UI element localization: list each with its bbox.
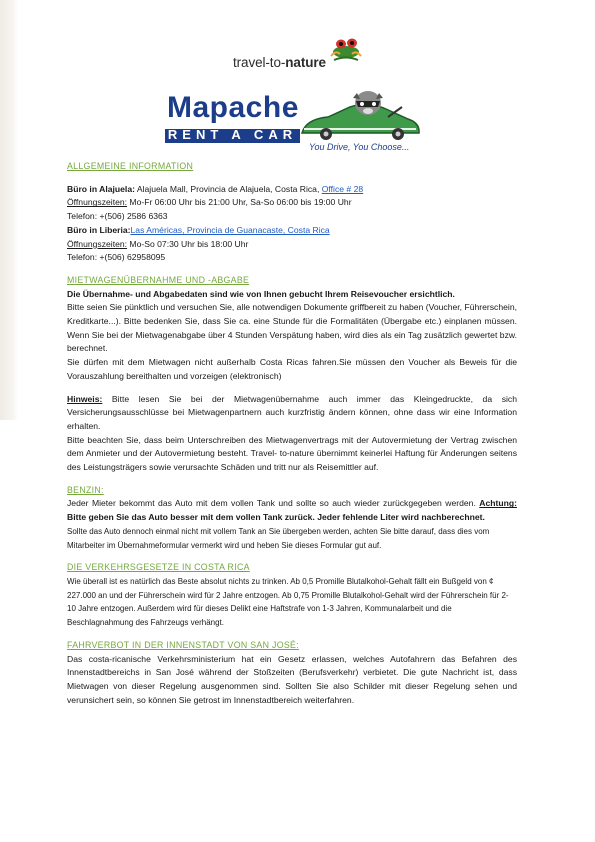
office-28-link[interactable]: Office # 28 bbox=[321, 183, 364, 194]
driving-ban-paragraph: Das costa-ricanische Verkehrsministerium hat ein Gesetz erlassen, welches Autofahrern das Befahren des Innenstadtbereichs in San José während der Stoßzeiten (Berufsverkehr) verbietet. Die gute Nachricht ist, dass Mietwagen von dieser Regelung ausgenommen sind. Sollten Sie also Schilder mit dieser Regelung sehen und verunsichert sein, so können Sie getrost im Innenstadtbereich weiterfahren. bbox=[67, 653, 517, 705]
raccoon-car-icon bbox=[298, 89, 423, 141]
pickup-bold-intro: Die Übernahme- und Abgabedaten sind wie von Ihnen gebucht Ihrem Reisevoucher ersichtlich. bbox=[67, 288, 455, 299]
section-heading-driving-ban: FAHRVERBOT IN DER INNENSTADT VON SAN JOSÉ: bbox=[67, 639, 299, 650]
section-heading-fuel: BENZIN: bbox=[67, 484, 104, 495]
pickup-paragraph-3: Bitte beachten Sie, dass beim Unterschreiben des Mietwagenvertrags mit der Autovermietung der Vertrag zwischen dem Anmieter und der Autovermietung besteht. Travel- to-nature übernimmt keinerlei Haftung für Änderungen seitens des Leistungsträgers sowie verursachte Schäden und tritt nur als Reisemittler auf. bbox=[67, 434, 517, 473]
section-heading-general: ALLGEMEINE INFORMATION bbox=[67, 161, 194, 171]
section-heading-pickup: MIETWAGENÜBERNAHME UND -ABGABE bbox=[67, 274, 250, 285]
document-body bbox=[67, 160, 517, 707]
office-liberia-phone: Telefon: +(506) 62958095 bbox=[67, 252, 166, 263]
mapache-rent-a-car-logo bbox=[163, 89, 423, 154]
mapache-slogan: You Drive, You Choose... bbox=[309, 142, 410, 152]
side-decoration bbox=[0, 0, 18, 420]
office-alajuela-phone: Telefon: +(506) 2586 6363 bbox=[67, 211, 168, 222]
pickup-paragraph-2: Sie dürfen mit dem Mietwagen nicht außerhalb Costa Ricas fahren.Sie müssen den Voucher als Beweis für die Vorauszahlung bereithalten und vorzeigen (elektronisch) bbox=[67, 357, 517, 381]
fuel-paragraph-2: Sollte das Auto dennoch einmal nicht mit vollem Tank an Sie übergeben werden, achten Sie bitte darauf, dass dies vom Mitarbeiter im Übernahmeformular vermerkt wird und heben Sie dieses Formular gut auf. bbox=[67, 526, 490, 550]
liberia-address-link[interactable]: Las Américas, Provincia de Guanacaste, Costa Rica bbox=[130, 224, 330, 235]
pickup-paragraph-1: Bitte seien Sie pünktlich und versuchen Sie, alle notwendigen Dokumente griffbereit zu haben (Voucher, Führerschein, Kreditkarte...). Bitte bedenken Sie, dass Sie ca. eine Stunde für die Formalitäten (Übergabe etc.) einplanen müssen. Wenn Sie bei der Mietwagenabgabe über 4 Stunden Verspätung haben, wird dies als ein Tag zusätzlich gewertet bzw. berechnet. bbox=[67, 302, 517, 354]
office-alajuela-line: Büro in Alajuela: Alajuela Mall, Provincia de Alajuela, Costa Rica, Office # 28 bbox=[67, 183, 364, 194]
office-liberia-line: Büro in Liberia:Las Américas, Provincia de Guanacaste, Costa Rica bbox=[67, 224, 330, 235]
pickup-hint: Hinweis: Bitte lesen Sie bei der Mietwagenübernahme auch immer das Kleingedruckte, da sich Versicherungsausschlüsse bei Mietwagenpartnern auch kurzfristig ändern können, ohne dass wir eine Information erhalten. bbox=[67, 393, 517, 431]
travel-to-nature-logo bbox=[233, 34, 368, 74]
office-alajuela-hours: Öffnungszeiten: Mo-Fr 06:00 Uhr bis 21:00 Uhr, Sa-So 06:00 bis 19:00 Uhr bbox=[67, 197, 352, 208]
mapache-title: Mapache bbox=[167, 91, 299, 124]
office-liberia-hours: Öffnungszeiten: Mo-So 07:30 Uhr bis 18:00 Uhr bbox=[67, 238, 249, 249]
mapache-subtitle: RENT A CAR bbox=[167, 127, 298, 142]
fuel-paragraph-1: Jeder Mieter bekommt das Auto mit dem vollen Tank und sollte so auch wieder zurückgegeben werden. Achtung: Bitte geben Sie das Auto besser mit dem vollen Tank zurück. Jeder fehlende Liter wird nachberechnet. bbox=[67, 498, 517, 523]
travel-to-nature-wordmark: travel-to-nature bbox=[233, 55, 326, 70]
traffic-paragraph: Wie überall ist es natürlich das Beste absolut nichts zu trinken. Ab 0,5 Promille Blutalkohol-Gehalt fällt ein Bußgeld von ¢ 227.000 an und der Führerschein wird für 2 Jahre entzogen. Ab 0,75 Promille Blutalkohol-Gehalt wird der Führerschein für 2-10 Jahre entzogen. Außerdem wird für dieses Delikt eine Haftstrafe von 1-3 Jahren, Kommunalarbeit und die Beschlagnahmung des Fahrzeugs verhängt. bbox=[67, 576, 509, 628]
section-heading-traffic: DIE VERKEHRSGESETZE IN COSTA RICA bbox=[67, 562, 250, 573]
frog-icon bbox=[326, 34, 366, 62]
